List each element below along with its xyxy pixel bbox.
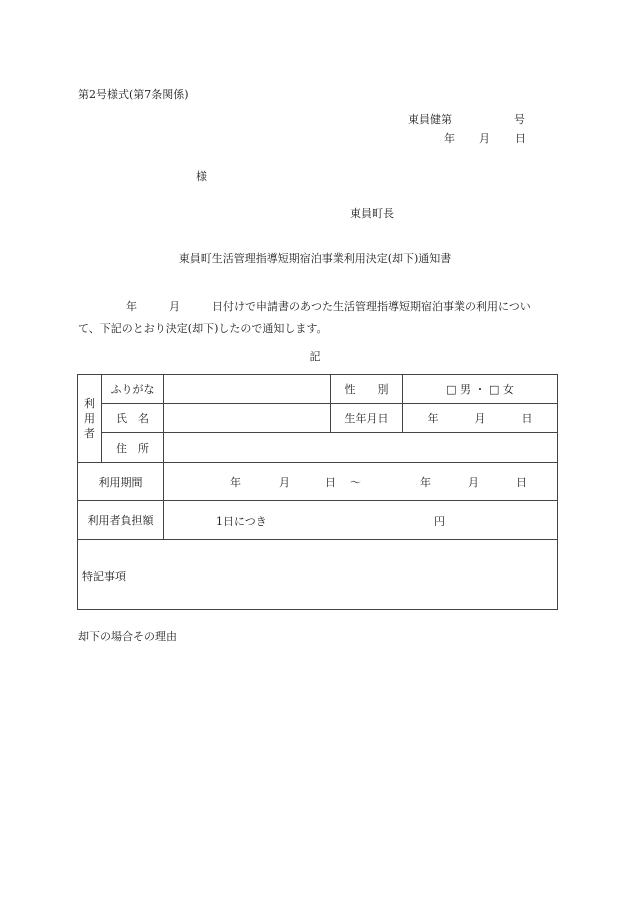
period-start-day: 日 [325,476,336,489]
period-end-year: 年 [420,476,431,489]
body-paragraph [78,296,558,340]
gender-options[interactable]: □ 男 ・ □ 女 [403,375,558,404]
address-value[interactable] [164,433,558,463]
burden-unit: 円 [434,515,445,528]
addressee-honorific: 様 [196,170,207,183]
body-month: 月 [169,300,180,313]
issue-date-day: 日 [515,132,526,145]
user-header: 利用者 [84,397,95,440]
name-value[interactable] [164,404,331,433]
dob-value[interactable] [403,404,558,433]
form-number: 第2号様式(第7条関係) [78,88,189,101]
notes-label: 特記事項 [82,570,126,583]
body-text-1: 日付けで申請書のあつた生活管理指導短期宿泊事業の利用につい [212,300,531,313]
gender-label: 性 別 [331,375,403,404]
period-end-month: 月 [468,476,479,489]
dob-month: 月 [474,412,486,425]
furigana-value[interactable] [164,375,331,404]
issuer: 東員町長 [350,207,394,220]
period-end-day: 日 [516,476,527,489]
dob-label: 生年月日 [331,404,403,433]
notes-cell[interactable] [78,540,558,610]
rejection-reason-label: 却下の場合その理由 [78,630,177,643]
burden-label: 利用者負担額 [78,501,164,540]
address-label: 住 所 [102,433,164,463]
furigana-label: ふりがな [102,375,164,404]
document-number-label: 東員健第 [408,113,452,126]
ki-heading: 記 [309,350,321,363]
burden-value[interactable] [164,501,558,540]
dob-year: 年 [427,412,439,425]
body-text-2: て、下記のとおり決定(却下)したので通知します。 [78,322,328,335]
name-label: 氏 名 [102,404,164,433]
dob-day: 日 [521,412,533,425]
document-title: 東員町生活管理指導短期宿泊事業利用決定(却下)通知書 [178,252,452,265]
decision-table [77,374,558,610]
issue-date-year: 年 [444,132,455,145]
period-start-month: 月 [279,476,290,489]
body-year: 年 [126,300,137,313]
document-number-suffix: 号 [514,113,525,126]
period-label: 利用期間 [78,463,164,501]
issue-date-month: 月 [479,132,490,145]
user-header-cell [78,375,102,463]
period-tilde: ～ [350,476,361,489]
burden-per-day: 1日につき [216,515,267,528]
period-value[interactable] [164,463,558,501]
period-start-year: 年 [230,476,241,489]
